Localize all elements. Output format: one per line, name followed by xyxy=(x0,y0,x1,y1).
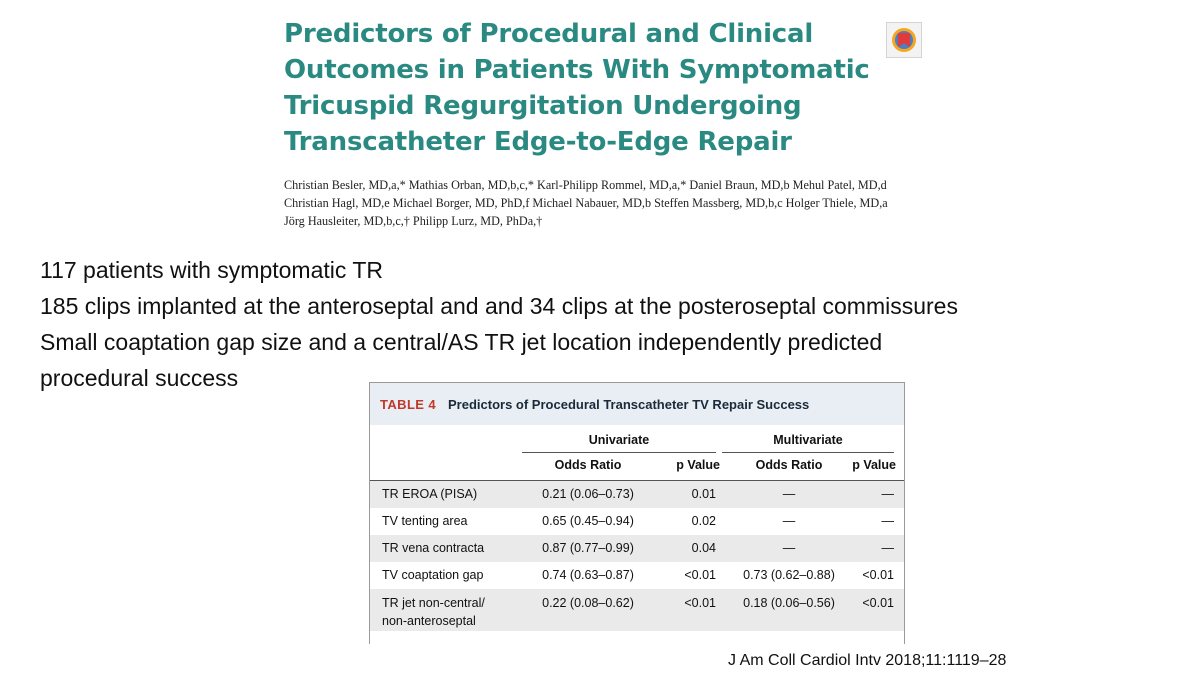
table-row xyxy=(370,481,904,508)
multivariate-p-value: — xyxy=(881,487,894,501)
predictors-table xyxy=(369,382,905,644)
crossmark-icon-graphic xyxy=(887,23,921,57)
univariate-p-value: <0.01 xyxy=(684,568,716,582)
table-label: TABLE 4 xyxy=(380,396,437,412)
multivariate-odds-ratio: — xyxy=(782,487,796,501)
row-label: TR jet non-central/ non-anteroseptal xyxy=(382,596,485,628)
multivariate-odds-ratio: 0.18 (0.06–0.56) xyxy=(743,596,835,610)
table-row xyxy=(370,535,904,562)
row-label: TR vena contracta xyxy=(382,541,485,555)
univariate-p-value: 0.04 xyxy=(691,541,716,555)
table-caption xyxy=(370,383,904,425)
column-header: p Value xyxy=(676,458,720,472)
group-header-multivariate: Multivariate xyxy=(722,425,894,453)
column-header: Odds Ratio xyxy=(755,458,823,472)
univariate-p-value: 0.02 xyxy=(691,514,716,528)
table-row xyxy=(370,562,904,589)
multivariate-p-value: <0.01 xyxy=(862,568,894,582)
crossmark-icon[interactable] xyxy=(886,22,922,58)
multivariate-odds-ratio: — xyxy=(782,514,796,528)
row-label: TV tenting area xyxy=(382,514,468,528)
multivariate-p-value: <0.01 xyxy=(862,596,894,610)
author-line: Christian Besler, MD,a,* Mathias Orban, MD,b,c,* Karl-Philipp Rommel, MD,a,* Daniel Braun, MD,b Mehul Patel, MD,d xyxy=(284,178,887,192)
citation: J Am Coll Cardiol Intv 2018;11:1119–28 xyxy=(728,652,1007,669)
author-line: Christian Hagl, MD,e Michael Borger, MD, PhD,f Michael Nabauer, MD,b Steffen Massberg, MD,b,c Holger Thiele, MD,a xyxy=(284,196,888,210)
summary-line: 185 clips implanted at the anteroseptal and and 34 clips at the posteroseptal commissures xyxy=(40,293,958,319)
title-line: Tricuspid Regurgitation Undergoing xyxy=(284,91,802,121)
univariate-odds-ratio: 0.65 (0.45–0.94) xyxy=(542,514,634,528)
multivariate-p-value: — xyxy=(881,541,894,555)
table-row xyxy=(370,589,904,631)
univariate-p-value: <0.01 xyxy=(684,596,716,610)
group-header-row xyxy=(370,425,904,453)
row-label: TR EROA (PISA) xyxy=(382,487,478,501)
multivariate-odds-ratio: 0.73 (0.62–0.88) xyxy=(743,568,835,582)
univariate-odds-ratio: 0.87 (0.77–0.99) xyxy=(542,541,634,555)
row-label: TV coaptation gap xyxy=(382,568,484,582)
summary-text xyxy=(40,252,1180,396)
univariate-odds-ratio: 0.21 (0.06–0.73) xyxy=(542,487,634,501)
multivariate-odds-ratio: — xyxy=(782,541,796,555)
multivariate-p-value: — xyxy=(881,514,894,528)
summary-line: Small coaptation gap size and a central/AS TR jet location independently predicted xyxy=(40,329,883,355)
table-row xyxy=(370,508,904,535)
column-header: Odds Ratio xyxy=(554,458,622,472)
summary-line: 117 patients with symptomatic TR xyxy=(40,257,384,283)
column-header-row xyxy=(370,453,904,481)
title-line: Outcomes in Patients With Symptomatic xyxy=(284,55,870,85)
column-header: p Value xyxy=(852,458,896,472)
univariate-p-value: 0.01 xyxy=(691,487,716,501)
author-list xyxy=(284,176,944,230)
author-line: Jörg Hausleiter, MD,b,c,† Philipp Lurz, MD, PhDa,† xyxy=(284,214,543,228)
summary-line: procedural success xyxy=(40,365,239,391)
title-line: Transcatheter Edge-to-Edge Repair xyxy=(284,127,792,157)
paper-title xyxy=(284,16,884,160)
group-header-univariate: Univariate xyxy=(522,425,716,453)
title-line: Predictors of Procedural and Clinical xyxy=(284,19,814,49)
table-title: Predictors of Procedural Transcatheter TV Repair Success xyxy=(448,396,810,412)
univariate-odds-ratio: 0.22 (0.08–0.62) xyxy=(542,596,634,610)
univariate-odds-ratio: 0.74 (0.63–0.87) xyxy=(542,568,634,582)
